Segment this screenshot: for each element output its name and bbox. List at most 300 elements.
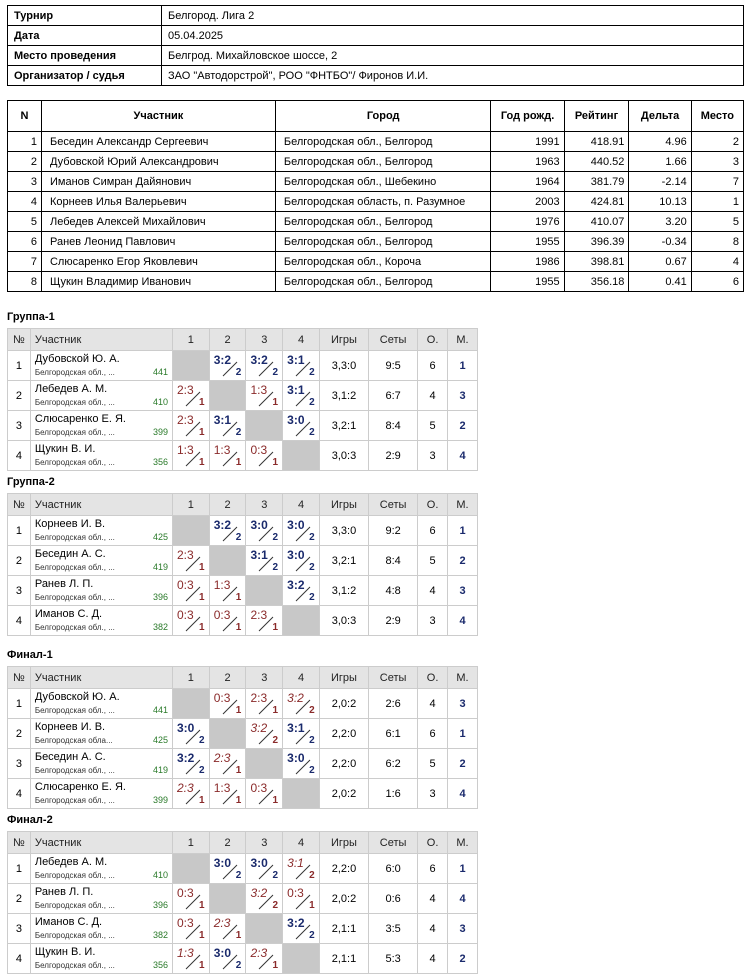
match-result-cell: [246, 689, 283, 719]
match-score: 0:3: [176, 916, 194, 930]
group-header-cell: Участник: [30, 667, 172, 689]
group-header-cell: Сеты: [369, 494, 418, 516]
player-city: Белгородская обл., ...: [34, 931, 115, 940]
participant-cell: 6: [691, 272, 743, 292]
participant-cell: -2.14: [629, 172, 691, 192]
participants-header: N: [8, 101, 42, 132]
group-header-cell: О.: [418, 667, 448, 689]
match-result-cell: [209, 516, 246, 546]
participant-row: [8, 132, 744, 152]
match-result: [283, 914, 317, 943]
match-points: 2: [235, 960, 242, 971]
row-number: 4: [8, 606, 31, 636]
sets-cell: 6:0: [369, 854, 418, 884]
self-match-cell: [172, 689, 209, 719]
place-cell: 4: [448, 779, 478, 809]
match-result: [283, 351, 317, 380]
sets-cell: 9:5: [369, 351, 418, 381]
self-match-cell: [283, 606, 320, 636]
info-value: Белгород. Лига 2: [162, 6, 744, 26]
participant-cell: Белгородская обл., Белгород: [275, 232, 491, 252]
player-city: Белгородская обл., ...: [34, 368, 115, 377]
player-rating: 410: [152, 397, 168, 407]
sets-cell: 4:8: [369, 576, 418, 606]
match-result: [210, 914, 244, 943]
player-name: Беседин А. С.: [34, 548, 106, 560]
group-header-cell: Игры: [319, 832, 368, 854]
info-row: [8, 26, 744, 46]
place-cell: 1: [448, 719, 478, 749]
player-block: [31, 411, 172, 440]
games-cell: 2,0:2: [319, 779, 368, 809]
match-score: 3:0: [287, 413, 305, 427]
match-points: 2: [272, 367, 278, 378]
self-match-cell: [172, 854, 209, 884]
group-row: [8, 411, 478, 441]
participants-header: Дельта: [629, 101, 691, 132]
match-result-cell: [172, 779, 209, 809]
match-score: 3:2: [287, 916, 305, 930]
info-row: [8, 66, 744, 86]
match-result-cell: [246, 606, 283, 636]
participant-row: [8, 172, 744, 192]
player-name: Ранев Л. П.: [34, 578, 94, 590]
match-points: 2: [309, 397, 315, 408]
player-rating: 410: [152, 870, 168, 880]
participant-cell: 440.52: [564, 152, 629, 172]
player-name: Иманов С. Д.: [34, 608, 103, 620]
group-header-cell: 2: [209, 329, 246, 351]
sets-cell: 5:3: [369, 944, 418, 974]
participant-cell: 356.18: [564, 272, 629, 292]
match-score: 1:3: [250, 383, 268, 397]
participant-row: [8, 272, 744, 292]
sets-cell: 9:2: [369, 516, 418, 546]
info-label: Турнир: [8, 6, 162, 26]
match-points: 1: [235, 705, 242, 716]
match-result: [210, 779, 244, 808]
match-points: 2: [309, 870, 315, 881]
match-result: [283, 884, 317, 913]
participant-cell: 1: [8, 132, 42, 152]
group-header-cell: №: [8, 832, 31, 854]
points-cell: 5: [418, 411, 448, 441]
match-result-cell: [283, 516, 320, 546]
match-result: [246, 854, 280, 883]
match-score: 3:2: [287, 691, 304, 705]
self-match-cell: [246, 411, 283, 441]
group-header-cell: 3: [246, 667, 283, 689]
group-table: [7, 493, 478, 636]
match-score: 2:3: [250, 946, 268, 960]
player-cell: [30, 719, 172, 749]
match-score: 3:1: [287, 856, 304, 870]
player-city: Белгородская обла...: [34, 736, 113, 745]
participant-row: [8, 252, 744, 272]
points-cell: 4: [418, 689, 448, 719]
player-block: [31, 606, 172, 635]
group-header-cell: Сеты: [369, 832, 418, 854]
participant-cell: 1955: [491, 272, 564, 292]
group-header-cell: 4: [283, 832, 320, 854]
match-result: [173, 779, 207, 808]
games-cell: 3,1:2: [319, 576, 368, 606]
group-header-cell: М.: [448, 329, 478, 351]
participant-cell: 7: [8, 252, 42, 272]
participant-cell: 418.91: [564, 132, 629, 152]
player-rating: 441: [152, 705, 168, 715]
player-cell: [30, 516, 172, 546]
place-cell: 3: [448, 914, 478, 944]
match-score: 2:3: [213, 916, 231, 930]
place-cell: 1: [448, 351, 478, 381]
info-label: Место проведения: [8, 46, 162, 66]
player-rating: 441: [152, 367, 168, 377]
group-row: [8, 546, 478, 576]
self-match-cell: [246, 576, 283, 606]
participant-cell: 8: [691, 232, 743, 252]
group-header-cell: 2: [209, 832, 246, 854]
match-points: 2: [272, 532, 278, 543]
group-body: [8, 854, 478, 974]
match-result-cell: [172, 441, 209, 471]
player-city: Белгородская обл., ...: [34, 593, 115, 602]
match-score: 3:0: [176, 721, 195, 735]
participant-cell: 10.13: [629, 192, 691, 212]
player-cell: [30, 411, 172, 441]
match-points: 1: [198, 457, 205, 468]
games-cell: 2,2:0: [319, 719, 368, 749]
player-city: Белгородская обл., ...: [34, 961, 115, 970]
match-result-cell: [209, 411, 246, 441]
points-cell: 3: [418, 779, 448, 809]
participant-cell: Белгородская обл., Шебекино: [275, 172, 491, 192]
match-points: 2: [198, 735, 205, 746]
place-cell: 4: [448, 606, 478, 636]
group-row: [8, 381, 478, 411]
match-points: 1: [198, 930, 205, 941]
match-result: [210, 606, 244, 635]
match-score: 1:3: [213, 781, 231, 795]
player-city: Белгородская обл., ...: [34, 623, 115, 632]
player-rating: 382: [152, 930, 168, 940]
place-cell: 4: [448, 441, 478, 471]
match-score: 3:0: [213, 946, 232, 960]
match-score: 1:3: [176, 946, 194, 960]
match-score: 3:0: [287, 548, 305, 562]
games-cell: 2,0:2: [319, 884, 368, 914]
participant-cell: 381.79: [564, 172, 629, 192]
group-header-cell: Игры: [319, 494, 368, 516]
points-cell: 4: [418, 914, 448, 944]
match-result: [246, 779, 280, 808]
match-score: 2:3: [176, 781, 194, 795]
self-match-cell: [246, 914, 283, 944]
match-result-cell: [172, 944, 209, 974]
player-rating: 425: [152, 735, 168, 745]
group-row: [8, 576, 478, 606]
games-cell: 3,3:0: [319, 351, 368, 381]
group-row: [8, 749, 478, 779]
participant-cell: 1976: [491, 212, 564, 232]
sets-cell: 6:7: [369, 381, 418, 411]
player-rating: 382: [152, 622, 168, 632]
match-score: 0:3: [287, 886, 304, 900]
player-city: Белгородская обл., ...: [34, 563, 115, 572]
participant-cell: 1: [691, 192, 743, 212]
match-result-cell: [209, 351, 246, 381]
match-points: 2: [309, 427, 315, 438]
match-score: 3:1: [287, 721, 305, 735]
match-points: 1: [272, 622, 278, 633]
match-points: 2: [272, 900, 278, 911]
place-cell: 2: [448, 411, 478, 441]
participant-cell: 7: [691, 172, 743, 192]
player-city: Белгородская обл., ...: [34, 871, 115, 880]
match-result: [246, 381, 280, 410]
place-cell: 4: [448, 884, 478, 914]
place-cell: 1: [448, 516, 478, 546]
player-block: [31, 944, 172, 973]
row-number: 3: [8, 411, 31, 441]
match-points: 2: [309, 562, 315, 573]
match-result: [283, 749, 317, 778]
match-result: [210, 749, 244, 778]
match-score: 2:3: [250, 608, 268, 622]
player-block: [31, 914, 172, 943]
participant-cell: 4: [691, 252, 743, 272]
match-result-cell: [283, 854, 320, 884]
row-number: 2: [8, 381, 31, 411]
match-points: 2: [272, 735, 278, 746]
points-cell: 4: [418, 884, 448, 914]
group-header: [8, 832, 478, 854]
group-title: Группа-1: [7, 311, 55, 323]
player-rating: 425: [152, 532, 168, 542]
match-result-cell: [283, 411, 320, 441]
match-result-cell: [246, 381, 283, 411]
match-result-cell: [209, 854, 246, 884]
player-rating: 396: [152, 900, 168, 910]
points-cell: 3: [418, 441, 448, 471]
player-block: [31, 749, 172, 778]
player-city: Белгородская обл., ...: [34, 458, 115, 467]
player-block: [31, 854, 172, 883]
group-header: [8, 329, 478, 351]
player-name: Дубовской Ю. А.: [34, 691, 120, 703]
player-cell: [30, 944, 172, 974]
match-result-cell: [172, 411, 209, 441]
match-result: [210, 351, 244, 380]
match-points: 2: [309, 930, 315, 941]
player-name: Слюсаренко Е. Я.: [34, 413, 126, 425]
points-cell: 6: [418, 854, 448, 884]
player-block: [31, 441, 172, 470]
games-cell: 2,1:1: [319, 914, 368, 944]
player-cell: [30, 351, 172, 381]
match-score: 3:1: [213, 413, 232, 427]
sets-cell: 8:4: [369, 546, 418, 576]
group-row: [8, 779, 478, 809]
match-result-cell: [246, 884, 283, 914]
player-city: Белгородская обл., ...: [34, 766, 115, 775]
match-result: [283, 516, 317, 545]
participant-cell: Лебедев Алексей Михайлович: [41, 212, 275, 232]
match-points: 1: [198, 795, 205, 806]
participant-cell: 8: [8, 272, 42, 292]
place-cell: 2: [448, 546, 478, 576]
match-points: 1: [272, 960, 278, 971]
self-match-cell: [283, 441, 320, 471]
participants-header: Год рожд.: [491, 101, 564, 132]
participant-cell: 3.20: [629, 212, 691, 232]
match-result-cell: [172, 884, 209, 914]
match-result: [210, 576, 244, 605]
player-rating: 419: [152, 765, 168, 775]
participant-cell: 3: [691, 152, 743, 172]
match-result-cell: [172, 576, 209, 606]
match-result-cell: [172, 546, 209, 576]
info-label: Организатор / судья: [8, 66, 162, 86]
group-header-cell: №: [8, 329, 31, 351]
group-header-row: [8, 494, 478, 516]
match-score: 1:3: [176, 443, 194, 457]
games-cell: 3,3:0: [319, 516, 368, 546]
match-points: 1: [235, 622, 242, 633]
player-city: Белгородская обл., ...: [34, 706, 115, 715]
match-result: [173, 884, 207, 913]
row-number: 4: [8, 441, 31, 471]
player-cell: [30, 381, 172, 411]
match-points: 1: [235, 765, 242, 776]
player-cell: [30, 441, 172, 471]
participant-cell: Белгородская обл., Белгород: [275, 152, 491, 172]
player-city: Белгородская обл., ...: [34, 533, 115, 542]
match-points: 2: [235, 870, 242, 881]
match-score: 3:2: [213, 353, 232, 367]
participants-header: Рейтинг: [564, 101, 629, 132]
player-cell: [30, 689, 172, 719]
match-points: 1: [198, 397, 205, 408]
match-result-cell: [209, 606, 246, 636]
group-row: [8, 914, 478, 944]
participant-row: [8, 152, 744, 172]
match-result: [210, 441, 244, 470]
self-match-cell: [172, 351, 209, 381]
group-body: [8, 516, 478, 636]
match-result-cell: [172, 381, 209, 411]
group-header-cell: 4: [283, 667, 320, 689]
match-result: [246, 546, 280, 575]
group-header-cell: О.: [418, 329, 448, 351]
match-result-cell: [246, 854, 283, 884]
group-header-row: [8, 667, 478, 689]
match-score: 2:3: [176, 383, 194, 397]
row-number: 2: [8, 884, 31, 914]
participant-cell: 5: [8, 212, 42, 232]
sets-cell: 8:4: [369, 411, 418, 441]
match-points: 2: [272, 562, 278, 573]
match-result: [246, 441, 280, 470]
group-header-row: [8, 832, 478, 854]
participant-cell: 6: [8, 232, 42, 252]
match-result: [173, 719, 207, 748]
match-score: 3:0: [287, 518, 305, 532]
group-title: Группа-2: [7, 476, 55, 488]
match-result-cell: [209, 749, 246, 779]
group-table: [7, 666, 478, 809]
participant-cell: Слюсаренко Егор Яковлевич: [41, 252, 275, 272]
match-score: 3:0: [213, 856, 232, 870]
group-header-cell: Игры: [319, 329, 368, 351]
match-score: 0:3: [213, 608, 231, 622]
match-points: 2: [235, 427, 242, 438]
player-cell: [30, 779, 172, 809]
match-score: 3:0: [287, 751, 305, 765]
games-cell: 3,2:1: [319, 411, 368, 441]
info-label: Дата: [8, 26, 162, 46]
match-score: 3:2: [213, 518, 232, 532]
group-header-cell: 2: [209, 494, 246, 516]
player-block: [31, 779, 172, 808]
group-header-cell: 1: [172, 667, 209, 689]
match-score: 1:3: [213, 443, 231, 457]
player-city: Белгородская обл., ...: [34, 901, 115, 910]
participant-cell: Белгородская обл., Короча: [275, 252, 491, 272]
match-result-cell: [172, 914, 209, 944]
match-result: [173, 576, 207, 605]
points-cell: 3: [418, 606, 448, 636]
match-result: [173, 441, 207, 470]
participant-row: [8, 212, 744, 232]
match-result: [210, 854, 244, 883]
group-row: [8, 516, 478, 546]
participant-cell: -0.34: [629, 232, 691, 252]
match-points: 1: [235, 795, 242, 806]
group-header-cell: 1: [172, 832, 209, 854]
match-result: [210, 689, 244, 718]
row-number: 2: [8, 719, 31, 749]
group-header-cell: Игры: [319, 667, 368, 689]
participant-cell: Белгородская обл., Белгород: [275, 272, 491, 292]
participant-cell: 1955: [491, 232, 564, 252]
player-city: Белгородская обл., ...: [34, 796, 115, 805]
match-points: 1: [272, 397, 278, 408]
match-score: 3:1: [287, 353, 305, 367]
match-score: 3:2: [176, 751, 195, 765]
group-row: [8, 441, 478, 471]
match-score: 0:3: [176, 578, 194, 592]
match-points: 1: [198, 900, 205, 911]
match-points: 1: [235, 457, 242, 468]
match-result-cell: [246, 719, 283, 749]
match-result: [173, 944, 207, 973]
match-result-cell: [246, 351, 283, 381]
participant-cell: Дубовской Юрий Александрович: [41, 152, 275, 172]
group-header: [8, 667, 478, 689]
group-header-cell: М.: [448, 832, 478, 854]
row-number: 3: [8, 914, 31, 944]
row-number: 3: [8, 749, 31, 779]
self-match-cell: [209, 719, 246, 749]
participant-cell: Ранев Леонид Павлович: [41, 232, 275, 252]
info-value: 05.04.2025: [162, 26, 744, 46]
match-points: 1: [198, 592, 205, 603]
match-result: [210, 411, 244, 440]
player-city: Белгородская обл., ...: [34, 398, 115, 407]
match-result: [283, 689, 317, 718]
match-result: [246, 719, 280, 748]
